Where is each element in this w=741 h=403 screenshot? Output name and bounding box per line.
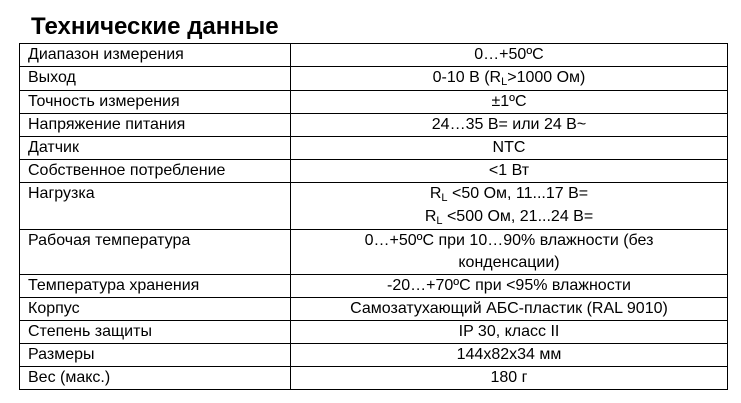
param-measurement-range: Диапазон измерения xyxy=(20,44,291,67)
param-weight: Вес (макс.) xyxy=(20,367,291,390)
table-row xyxy=(20,91,728,114)
param-storage-temperature: Температура хранения xyxy=(20,275,291,298)
value-load-line-1-pre: R xyxy=(429,185,442,202)
value-load-line-2 xyxy=(295,206,723,229)
table-row xyxy=(20,183,728,230)
value-operating-temperature xyxy=(291,230,728,275)
technical-data-table xyxy=(19,43,728,390)
page-title: Технические данные xyxy=(31,13,279,40)
value-measurement-range: 0…+50ºC xyxy=(291,44,728,67)
value-protection-class: IP 30, класс II xyxy=(291,321,728,344)
table-row xyxy=(20,321,728,344)
table-row xyxy=(20,137,728,160)
value-load-line-2-pre: R xyxy=(424,208,437,225)
param-supply-voltage: Напряжение питания xyxy=(20,114,291,137)
value-supply-voltage: 24…35 В= или 24 В~ xyxy=(291,114,728,137)
param-power-consumption: Собственное потребление xyxy=(20,160,291,183)
param-protection-class: Степень защиты xyxy=(20,321,291,344)
param-dimensions: Размеры xyxy=(20,344,291,367)
value-sensor: NTC xyxy=(291,137,728,160)
value-power-consumption: <1 Вт xyxy=(291,160,728,183)
table-row xyxy=(20,160,728,183)
table-row xyxy=(20,275,728,298)
table-row xyxy=(20,344,728,367)
value-load xyxy=(291,183,728,230)
value-dimensions: 144x82x34 мм xyxy=(291,344,728,367)
value-load-line-1-subscript: L xyxy=(441,192,448,204)
table-row xyxy=(20,367,728,390)
value-operating-temperature-line-2: конденсации) xyxy=(458,254,560,271)
table-row xyxy=(20,44,728,67)
value-output xyxy=(291,67,728,91)
table-row xyxy=(20,230,728,275)
table-row xyxy=(20,114,728,137)
table-row xyxy=(20,67,728,91)
value-accuracy: ±1ºC xyxy=(291,91,728,114)
value-output-pre: 0-10 В (R xyxy=(432,69,502,86)
value-storage-temperature: -20…+70ºC при <95% влажности xyxy=(291,275,728,298)
value-load-line-1-post: <50 Ом, 11...17 В= xyxy=(447,185,589,202)
value-housing: Самозатухающий АБС-пластик (RAL 9010) xyxy=(291,298,728,321)
value-weight: 180 г xyxy=(291,367,728,390)
value-load-line-2-post: <500 Ом, 21...24 В= xyxy=(442,208,594,225)
value-operating-temperature-line-1: 0…+50ºC при 10…90% влажности (без xyxy=(364,232,654,249)
value-output-subscript: L xyxy=(501,76,508,88)
table-row xyxy=(20,298,728,321)
param-accuracy: Точность измерения xyxy=(20,91,291,114)
param-housing: Корпус xyxy=(20,298,291,321)
param-output: Выход xyxy=(20,67,291,91)
param-operating-temperature: Рабочая температура xyxy=(20,230,291,275)
param-sensor: Датчик xyxy=(20,137,291,160)
value-load-line-2-subscript: L xyxy=(436,215,443,227)
value-load-line-1 xyxy=(295,183,723,206)
value-output-post: >1000 Ом) xyxy=(507,69,586,86)
param-load: Нагрузка xyxy=(20,183,291,230)
